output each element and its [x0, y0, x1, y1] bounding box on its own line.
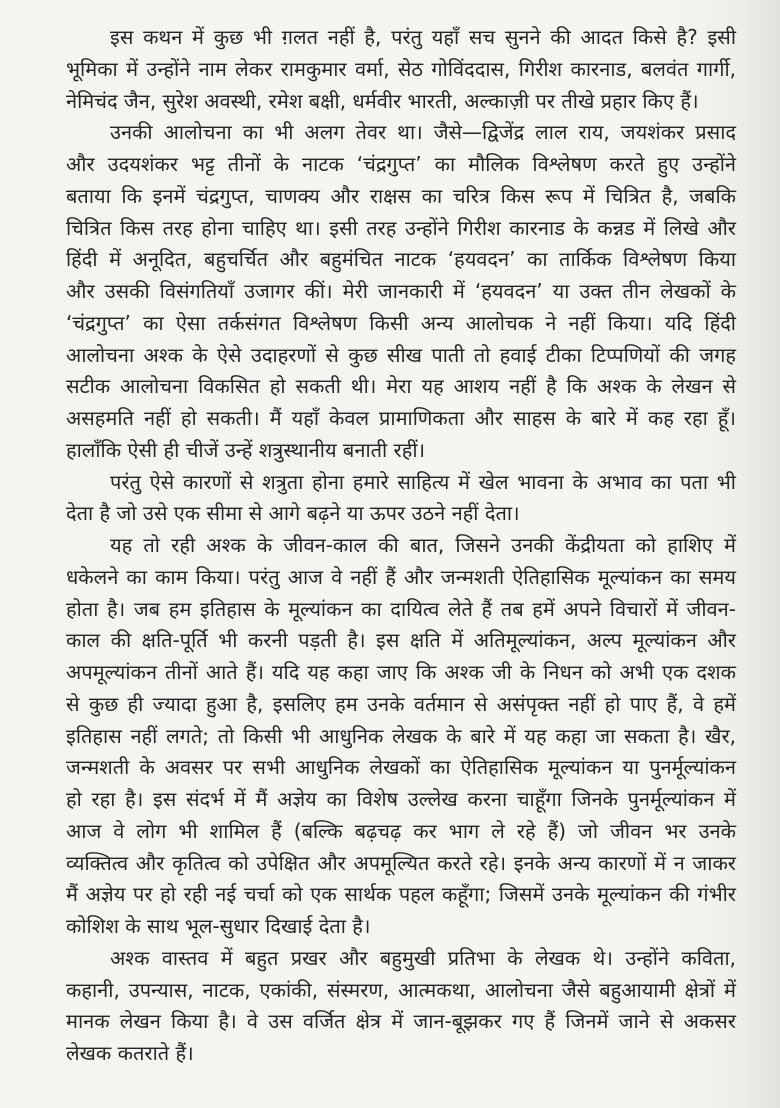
text-line: धकेलने का काम किया। परंतु आज वे नहीं हैं और जन्मशती ऐतिहासिक मूल्यांकन का समय [66, 564, 736, 589]
text-line: कहानी, उपन्यास, नाटक, एकांकी, संस्मरण, आत्मकथा, आलोचना जैसे बहुआयामी क्षेत्रों में [66, 977, 736, 1002]
paragraph [66, 22, 736, 117]
text-line: हिंदी में अनूदित, बहुचर्चित और बहुमंचित नाटक ‘हयवदन’ का तार्किक विश्लेषण किया [66, 247, 736, 272]
text-line: जन्मशती के अवसर पर सभी आधुनिक लेखकों का ऐतिहासिक मूल्यांकन या पुनर्मूल्यांकन [66, 755, 736, 780]
text-line: देता है जो उसे एक सीमा से आगे बढ़ने या ऊपर उठने नहीं देता। [66, 501, 520, 526]
text-line: ‘चंद्रगुप्त’ का ऐसा तर्कसंगत विश्लेषण किसी अन्य आलोचक ने नहीं किया। यदि हिंदी [66, 310, 736, 335]
text-line: नेमिचंद जैन, सुरेश अवस्थी, रमेश बक्षी, धर्मवीर भारती, अल्काज़ी पर तीखे प्रहार किए हैं। [66, 88, 699, 113]
text-line: आज वे लोग भी शामिल हैं (बल्कि बढ़चढ़ कर भाग ले रहे हैं) जो जीवन भर उनके [66, 818, 736, 843]
paragraph [66, 467, 736, 531]
text-line: से कुछ ही ज्यादा हुआ है, इसलिए हम उनके वर्तमान से असंपृक्त नहीं हो पाए हैं, वे हमें [66, 691, 736, 716]
text-line: होता है। जब हम इतिहास के मूल्यांकन का दायित्व लेते हैं तब हमें अपने विचारों में जीवन- [66, 596, 736, 621]
text-line: सटीक आलोचना विकसित हो सकती थी। मेरा यह आशय नहीं है कि अश्क के लेखन से [66, 374, 736, 399]
paragraph [66, 530, 736, 943]
book-page-text [66, 22, 736, 1070]
text-line: कोशिश के साथ भूल-सुधार दिखाई देता है। [66, 914, 371, 938]
text-line: परंतु ऐसे कारणों से शत्रुता होना हमारे साहित्य में खेल भावना के अभाव का पता भी [110, 469, 736, 494]
text-line: और उसकी विसंगतियाँ उजागर कीं। मेरी जानकारी में ‘हयवदन’ या उक्त तीन लेखकों के [66, 279, 736, 303]
text-line: हो रहा है। इस संदर्भ में मैं अज्ञेय का विशेष उल्लेख करना चाहूँगा जिनके पुनर्मूल्यांकन में [66, 787, 736, 811]
text-line: उनकी आलोचना का भी अलग तेवर था। जैसे—द्विजेंद्र लाल राय, जयशंकर प्रसाद [110, 120, 736, 145]
text-line: और उदयशंकर भट्ट तीनों के नाटक ‘चंद्रगुप्त’ का मौलिक विश्लेषण करते हुए उन्होंने [66, 152, 736, 176]
text-line: अपमूल्यांकन तीनों आते हैं। यदि यह कहा जाए कि अश्क जी के निधन को अभी एक दशक [66, 660, 736, 684]
text-line: इतिहास नहीं लगते; तो किसी भी आधुनिक लेखक के बारे में यह कहा जा सकता है। खैर, [66, 723, 736, 748]
text-line: इस कथन में कुछ भी ग़लत नहीं है, परंतु यहाँ सच सुनने की आदत किसे है? इसी [110, 25, 736, 49]
paragraph [66, 117, 736, 466]
text-line: भूमिका में उन्होंने नाम लेकर रामकुमार वर्मा, सेठ गोविंददास, गिरीश कारनाड, बलवंत गार्गी, [66, 56, 736, 81]
text-line: मैं अज्ञेय पर हो रही नई चर्चा को एक सार्थक पहल कहूँगा; जिसमें उनके मूल्यांकन की गंभीर [66, 882, 736, 907]
text-line: यह तो रही अश्क के जीवन-काल की बात, जिसने उनकी केंद्रीयता को हाशिए में [110, 533, 736, 557]
text-line: बताया कि इनमें चंद्रगुप्त, चाणक्य और राक्षस का चरित्र किस रूप में चित्रित है, जबकि [66, 183, 736, 208]
text-line: लेखक कतराते हैं। [66, 1041, 194, 1065]
text-line: काल की क्षति-पूर्ति भी करनी पड़ती है। इस क्षति में अतिमूल्यांकन, अल्प मूल्यांकन और [66, 628, 736, 653]
text-line: मानक लेखन किया है। वे उस वर्जित क्षेत्र में जान-बूझकर गए हैं जिनमें जाने से अकसर [66, 1009, 736, 1034]
text-line: व्यक्तित्व और कृतित्व को उपेक्षित और अपमूल्यित करते रहे। इनके अन्य कारणों में न जाकर [66, 850, 736, 875]
text-line: हालाँकि ऐसी ही चीजें उन्हें शत्रुस्थानीय बनाती रहीं। [66, 437, 426, 462]
paragraph [66, 943, 736, 1070]
text-line: चित्रित किस तरह होना चाहिए था। इसी तरह उन्होंने गिरीश कारनाड के कन्नड में लिखे और [66, 215, 736, 240]
text-line: अश्क वास्तव में बहुत प्रखर और बहुमुखी प्रतिभा के लेखक थे। उन्होंने कविता, [110, 945, 736, 970]
text-line: असहमति नहीं हो सकती। मैं यहाँ केवल प्रामाणिकता और साहस के बारे में कह रहा हूँ। [66, 406, 736, 430]
text-line: आलोचना अश्क के ऐसे उदाहरणों से कुछ सीख पाती तो हवाई टीका टिप्पणियों की जगह [66, 342, 736, 367]
